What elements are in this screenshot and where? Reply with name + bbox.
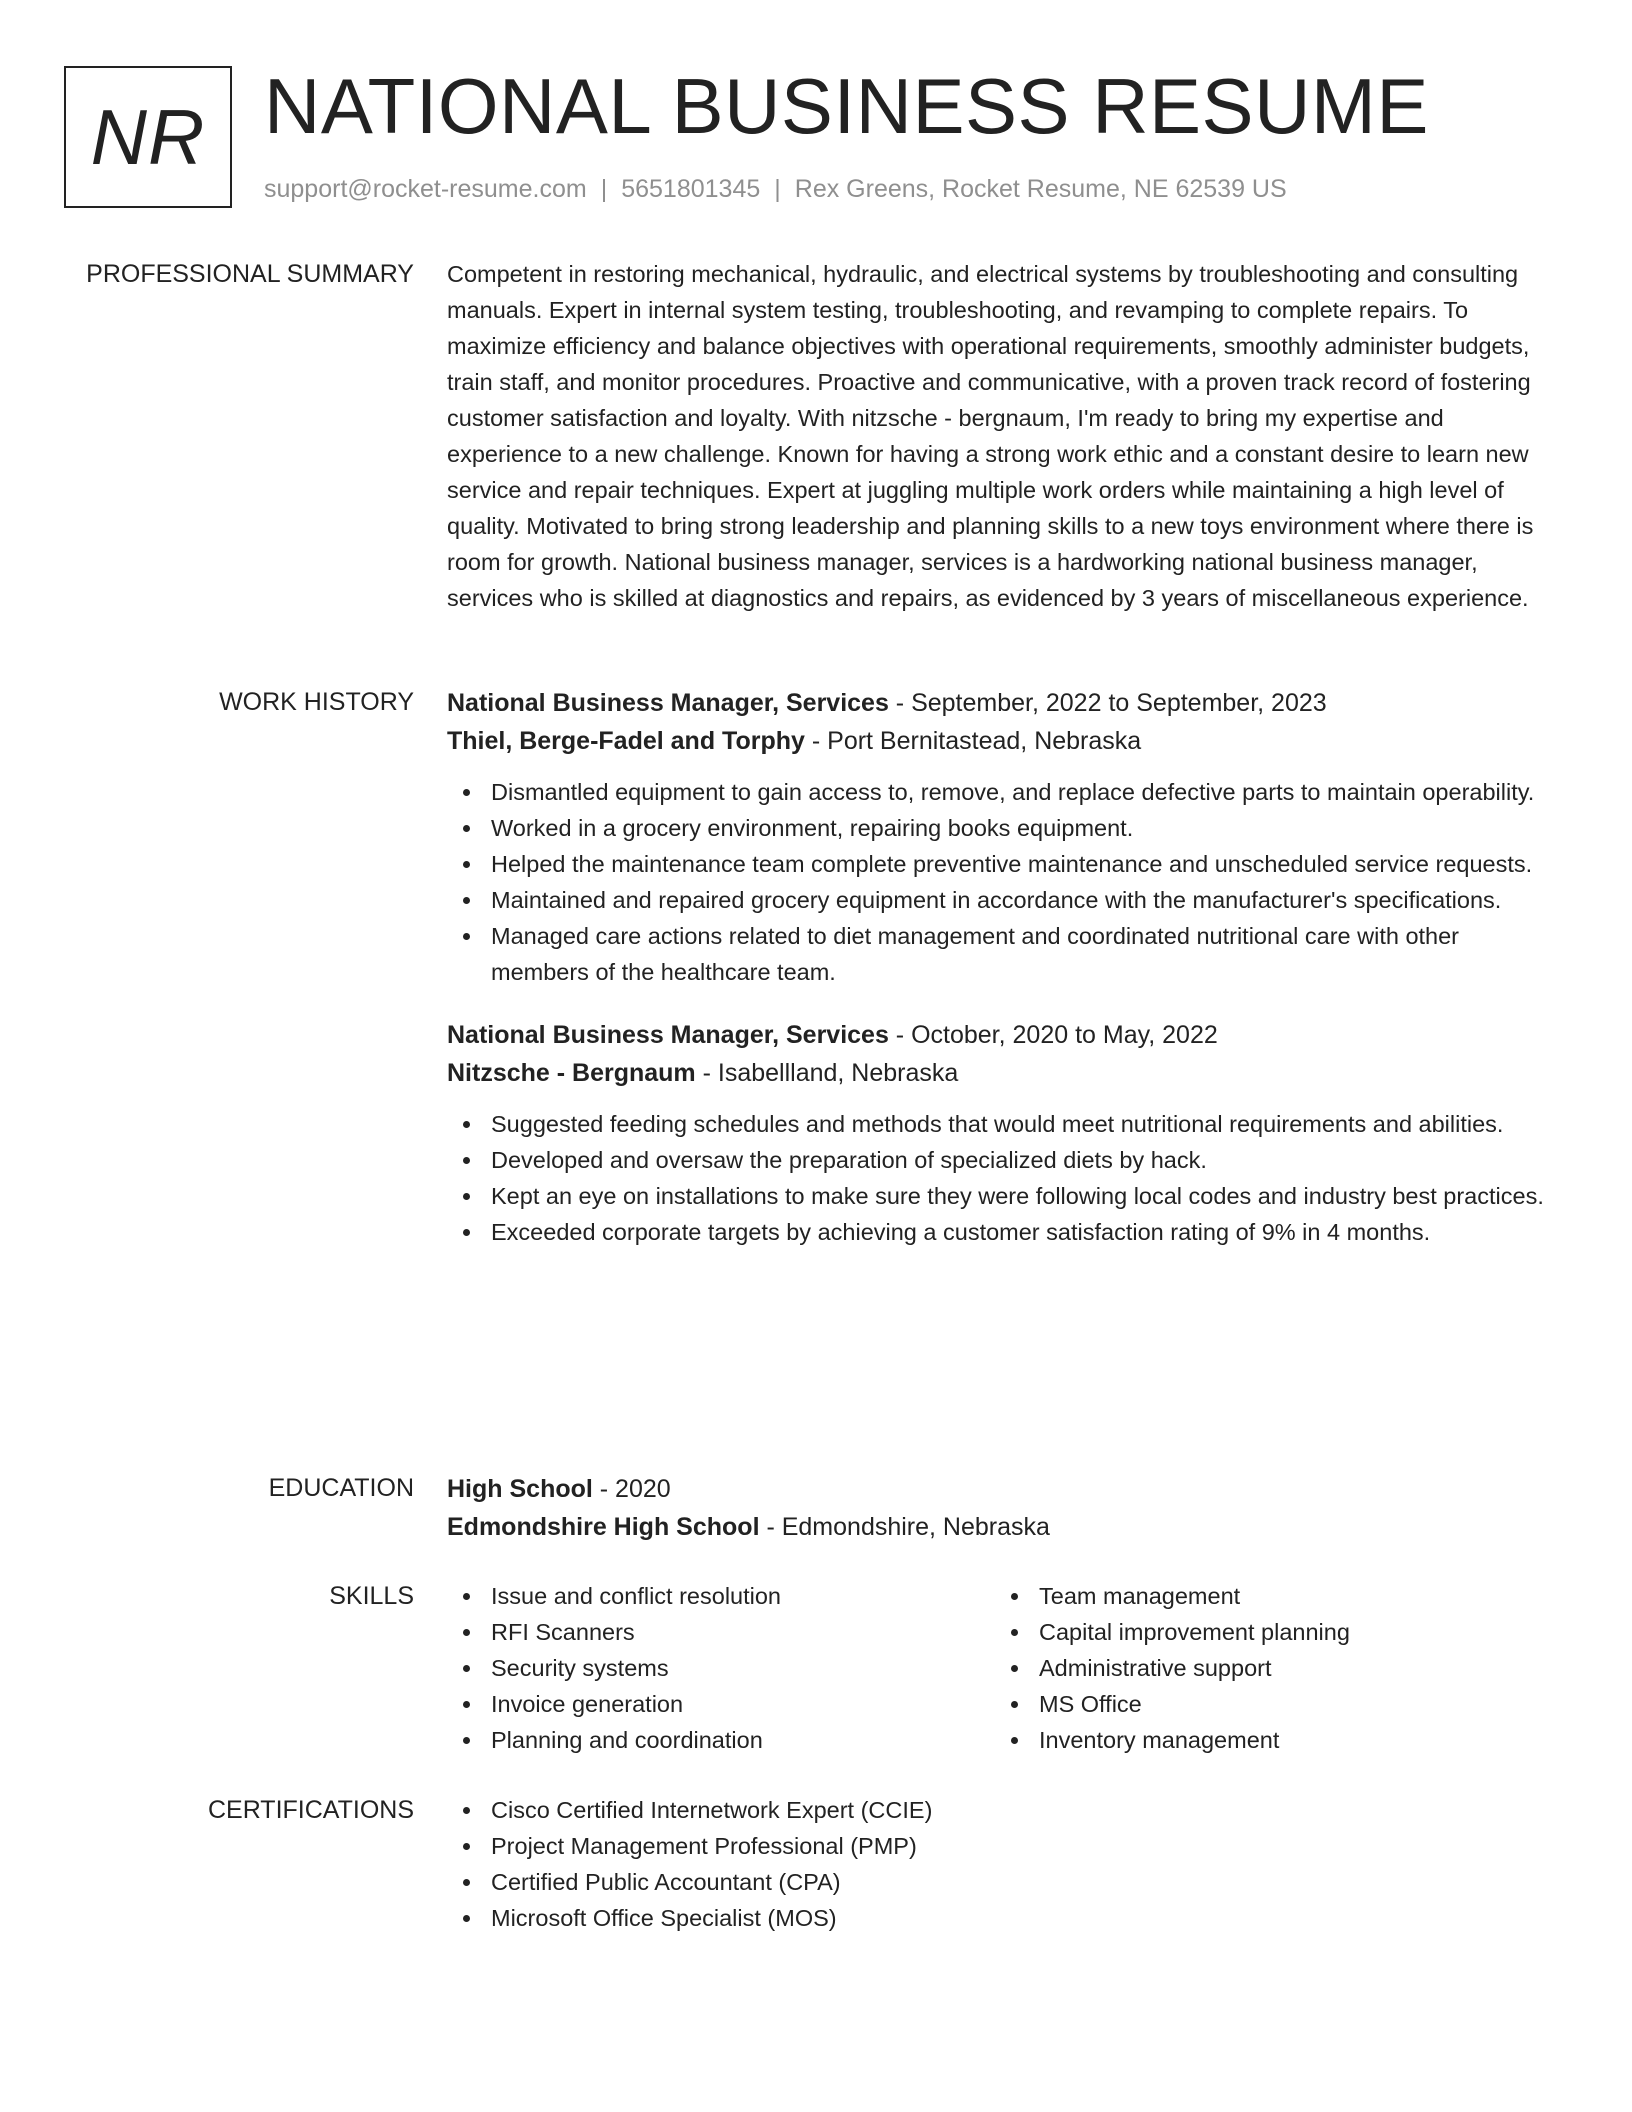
job-company: Thiel, Berge-Fadel and Torphy	[447, 727, 805, 755]
job-company-line	[447, 1054, 1552, 1092]
job-company-line	[447, 722, 1552, 760]
job-bullets	[447, 774, 1552, 990]
section-heading-work-history: WORK HISTORY	[219, 688, 414, 716]
job-bullet: Suggested feeding schedules and methods that would meet nutritional requirements and abilities.	[447, 1106, 1552, 1142]
job-bullet: Dismantled equipment to gain access to, remove, and replace defective parts to maintain operability.	[447, 774, 1552, 810]
skill-item: Capital improvement planning	[995, 1614, 1543, 1650]
contact-email: support@rocket-resume.com	[264, 175, 587, 203]
resume-name: NATIONAL BUSINESS RESUME	[264, 62, 1429, 150]
education-school-line	[447, 1508, 1552, 1546]
skill-item: MS Office	[995, 1686, 1543, 1722]
job-title-line	[447, 684, 1552, 722]
job-location: - Isabellland, Nebraska	[695, 1059, 959, 1087]
skills-grid	[447, 1578, 1552, 1758]
job-dates: - September, 2022 to September, 2023	[888, 689, 1327, 717]
section-heading-skills: SKILLS	[329, 1582, 414, 1610]
certifications-list	[447, 1792, 1552, 1936]
skill-item: Administrative support	[995, 1650, 1543, 1686]
skills-column-left	[447, 1578, 995, 1758]
job-title: National Business Manager, Services	[447, 1021, 889, 1049]
job-bullet: Developed and oversaw the preparation of specialized diets by hack.	[447, 1142, 1552, 1178]
job-entry	[447, 684, 1552, 990]
skill-item: Inventory management	[995, 1722, 1543, 1758]
education-location: - Edmondshire, Nebraska	[759, 1513, 1050, 1541]
skill-item: Security systems	[447, 1650, 995, 1686]
resume-header	[64, 62, 1568, 216]
skill-item: Invoice generation	[447, 1686, 995, 1722]
section-heading-summary: PROFESSIONAL SUMMARY	[86, 260, 414, 288]
work-history-body	[447, 684, 1552, 1250]
education-school: Edmondshire High School	[447, 1513, 760, 1541]
contact-phone: 5651801345	[621, 175, 761, 203]
job-bullet: Worked in a grocery environment, repairing books equipment.	[447, 810, 1552, 846]
section-heading-education: EDUCATION	[268, 1474, 414, 1502]
job-bullet: Exceeded corporate targets by achieving a customer satisfaction rating of 9% in 4 months.	[447, 1214, 1552, 1250]
section-heading-certifications: CERTIFICATIONS	[207, 1796, 414, 1824]
job-title: National Business Manager, Services	[447, 689, 889, 717]
job-title-line	[447, 1016, 1552, 1054]
job-dates: - October, 2020 to May, 2022	[888, 1021, 1218, 1049]
certification-item: Project Management Professional (PMP)	[447, 1828, 1552, 1864]
skills-column-right	[995, 1578, 1543, 1758]
job-bullet: Helped the maintenance team complete preventive maintenance and unscheduled service requests.	[447, 846, 1552, 882]
education-degree: High School	[447, 1475, 593, 1503]
contact-separator: |	[774, 175, 781, 203]
skill-item: Issue and conflict resolution	[447, 1578, 995, 1614]
certifications-body	[447, 1792, 1552, 1936]
monogram-box	[64, 66, 232, 208]
education-degree-line	[447, 1470, 1552, 1508]
skill-item: Planning and coordination	[447, 1722, 995, 1758]
skill-item: Team management	[995, 1578, 1543, 1614]
skill-item: RFI Scanners	[447, 1614, 995, 1650]
certification-item: Cisco Certified Internetwork Expert (CCIE)	[447, 1792, 1552, 1828]
monogram-initials: NR	[90, 93, 206, 181]
certification-item: Microsoft Office Specialist (MOS)	[447, 1900, 1552, 1936]
job-bullet: Kept an eye on installations to make sure they were following local codes and industry best practices.	[447, 1178, 1552, 1214]
job-bullet: Managed care actions related to diet management and coordinated nutritional care with other members of the healthcare team.	[447, 918, 1552, 990]
education-body	[447, 1470, 1552, 1546]
contact-address: Rex Greens, Rocket Resume, NE 62539 US	[794, 175, 1287, 203]
job-bullet: Maintained and repaired grocery equipment in accordance with the manufacturer's specifications.	[447, 882, 1552, 918]
summary-text: Competent in restoring mechanical, hydraulic, and electrical systems by troubleshooting and consulting manuals. Expert in internal system testing, troubleshooting, and revamping to complete repairs. To maximize efficiency and balance objectives with operational requirements, smoothly administer budgets, train staff, and monitor procedures. Proactive and communicative, with a proven track record of fostering customer satisfaction and loyalty. With nitzsche - bergnaum, I'm ready to bring my expertise and experience to a new challenge. Known for having a strong work ethic and a constant desire to learn new service and repair techniques. Expert at juggling multiple work orders while maintaining a high level of quality. Motivated to bring strong leadership and planning skills to a new toys environment where there is room for growth. National business manager, services is a hardworking national business manager, services who is skilled at diagnostics and repairs, as evidenced by 3 years of miscellaneous experience.	[447, 261, 1534, 611]
contact-separator: |	[600, 175, 608, 203]
certification-item: Certified Public Accountant (CPA)	[447, 1864, 1552, 1900]
contact-line	[264, 174, 1287, 204]
job-company: Nitzsche - Bergnaum	[447, 1059, 696, 1087]
job-bullets	[447, 1106, 1552, 1250]
job-entry	[447, 1016, 1552, 1250]
education-year: - 2020	[592, 1475, 671, 1503]
job-location: - Port Bernitastead, Nebraska	[804, 727, 1142, 755]
